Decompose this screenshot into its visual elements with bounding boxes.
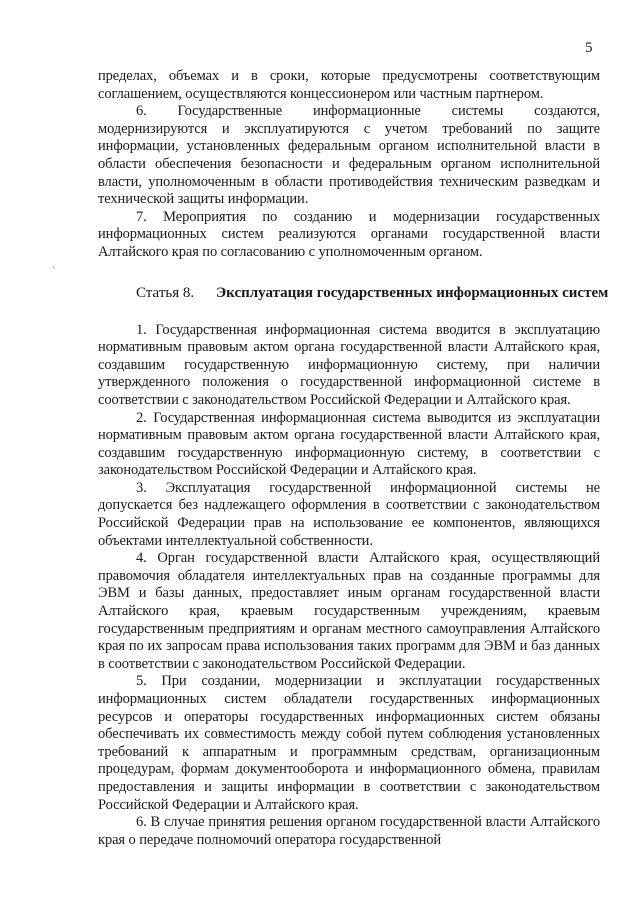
page-number: 5 [585,40,593,56]
scan-speck: · [52,263,56,274]
article-title: Эксплуатация государственных информационных систем [216,284,609,301]
paragraph-article-item-4: 4. Орган государственной власти Алтайского края, осуществляющий правомочия обладателя интеллектуальных прав на созданные программы для ЭВМ и базы данных, предоставляет иным органам государственной власти Алтайского края, краевым государственным учреждениям, краевым государственным предприятиям и органам местного самоуправления Алтайского края по их запросам права использования таких программ для ЭВМ и баз данных в соответствии с законодательством Российской Федерации. [98,550,600,672]
article-heading [98,284,609,302]
paragraph-item-7: 7. Мероприятия по созданию и модернизации государственных информационных систем реализуются органами государственной власти Алтайского края по согласованию с уполномоченным органом. [98,208,600,260]
paragraph-article-item-6: 6. В случае принятия решения органом государственной власти Алтайского края о передаче полномочий оператора государственной [98,814,600,848]
paragraph-article-item-5: 5. При создании, модернизации и эксплуатации государственных информационных систем обладатели государственных информационных ресурсов и операторы государственных информационных систем обязаны обеспечивать их совместимость между собой путем соблюдения установленных требований к аппаратным и программным средствам, организационным процедурам, формам документооборота и информационного обмена, правилам предоставления и защиты информации в соответствии с законодательством Российской Федерации и Алтайского края. [98,673,600,813]
paragraph-article-item-2: 2. Государственная информационная система выводится из эксплуатации нормативным правовым актом органа государственной власти Алтайского края, создавшим государственную информационную систему, в соответствии с законодательством Российской Федерации и Алтайского края. [98,409,600,479]
paragraph-article-item-1: 1. Государственная информационная система вводится в эксплуатацию нормативным правовым актом органа государственной власти Алтайского края, создавшим государственную информационную систему, при наличии утвержденного положения о государственной информационной системе в соответствии с законодательством Российской Федерации и Алтайского края. [98,321,600,408]
paragraph-continuation: пределах, объемах и в сроки, которые предусмотрены соответствующим соглашением, осуществляются концессионером или частным партнером. [98,68,600,102]
paragraph-item-6: 6. Государственные информационные системы создаются, модернизируются и эксплуатируются с учетом требований по защите информации, установленных федеральным органом исполнительной власти в области обеспечения безопасности и федеральным органом исполнительной власти, уполномоченным в области противодействия техническим разведкам и технической защиты информации. [98,103,600,208]
paragraph-article-item-3: 3. Эксплуатация государственной информационной системы не допускается без надлежащего оформления в соответствии с законодательством Российской Федерации прав на использование ее компонентов, являющихся объектами интеллектуальной собственности. [98,479,600,549]
article-label: Статья 8. [136,284,195,301]
page-body [98,68,609,849]
